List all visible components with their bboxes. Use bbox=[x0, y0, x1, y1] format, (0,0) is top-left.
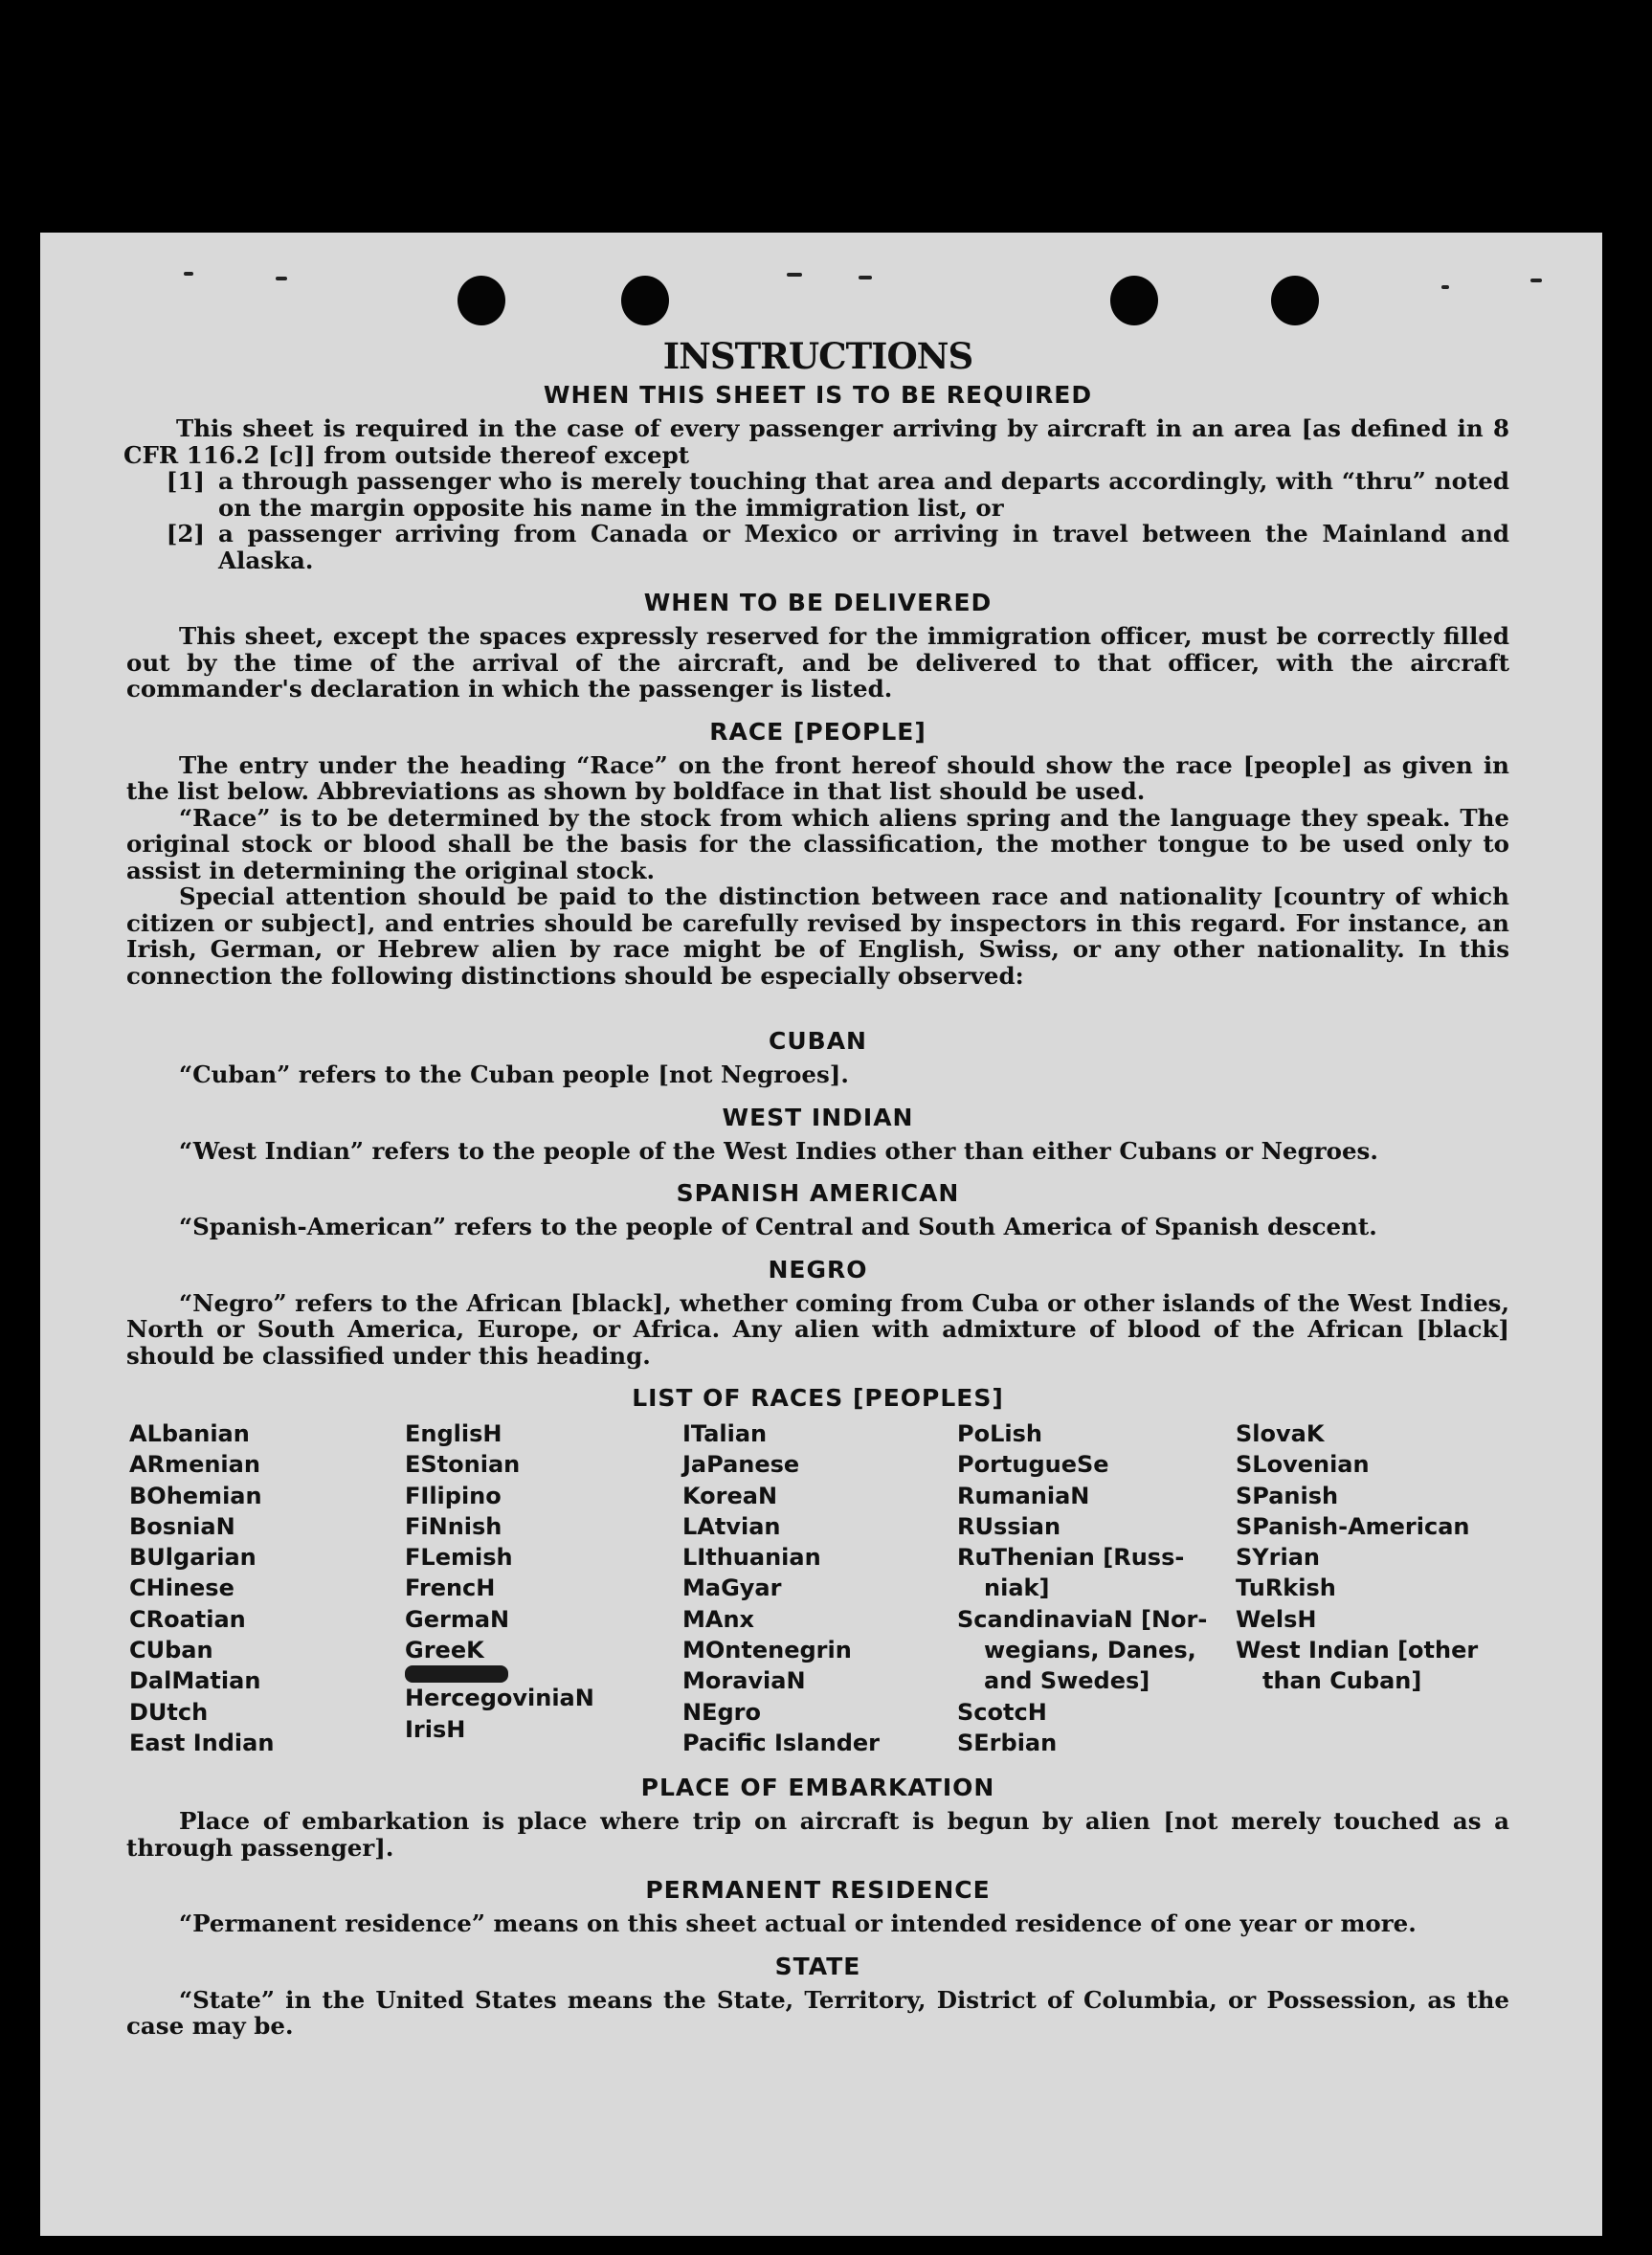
race-entry: SErbian bbox=[957, 1729, 1058, 1756]
section-heading: STATE bbox=[774, 1952, 861, 1980]
race-entry: DalMatian bbox=[129, 1667, 261, 1695]
races-column bbox=[957, 1418, 1236, 1758]
section-text: The entry under the heading “Race” on the front hereof should show the race [people] as given in the list below. Abbreviations as shown by boldface in that list should be used. bbox=[126, 750, 1509, 805]
race-entry: RumaniaN bbox=[957, 1482, 1090, 1509]
race-entry: FrencH bbox=[405, 1574, 496, 1602]
race-entry: RUssian bbox=[957, 1512, 1061, 1540]
race-entry: East Indian bbox=[129, 1729, 275, 1756]
race-entry: West Indian [other bbox=[1236, 1637, 1479, 1664]
item-text: a passenger arriving from Canada or Mexico or arriving in travel between the Mainland and Alaska. bbox=[218, 520, 1509, 574]
race-entry: SLovenian bbox=[1236, 1451, 1370, 1479]
races-column bbox=[405, 1418, 682, 1758]
race-entry: SPanish bbox=[1236, 1482, 1339, 1509]
specks bbox=[859, 276, 872, 279]
specks bbox=[787, 273, 802, 277]
race-entry: PoLish bbox=[957, 1420, 1042, 1447]
section-text: “West Indian” refers to the people of the West Indies other than either Cubans or Negroes. bbox=[179, 1136, 1378, 1165]
section-text: “State” in the United States means the State, Territory, District of Columbia, or Possession, as the case may be. bbox=[126, 1985, 1509, 2041]
punch-hole bbox=[1110, 276, 1158, 325]
list-item bbox=[126, 521, 1509, 573]
section-text: “Cuban” refers to the Cuban people [not Negroes]. bbox=[179, 1061, 849, 1088]
race-entry: ARmenian bbox=[129, 1451, 260, 1479]
races-column bbox=[1236, 1418, 1512, 1758]
race-entry: FLemish bbox=[405, 1544, 513, 1572]
item-text: a through passenger who is merely touching that area and departs accordingly, with “thru” noted on the margin opposite his name in the immigration list, or bbox=[218, 467, 1509, 522]
section-heading: PLACE OF EMBARKATION bbox=[640, 1774, 995, 1802]
document-page bbox=[40, 233, 1602, 2236]
race-entry: SlovaK bbox=[1236, 1420, 1325, 1447]
item-number: [2] bbox=[166, 520, 205, 547]
race-entry: than Cuban] bbox=[1262, 1667, 1422, 1695]
race-entry: EnglisH bbox=[405, 1420, 502, 1447]
page-title: INSTRUCTIONS bbox=[662, 335, 973, 377]
race-entry: CHinese bbox=[129, 1574, 234, 1602]
race-entry: MoraviaN bbox=[682, 1667, 806, 1695]
race-entry: TuRkish bbox=[1236, 1574, 1336, 1602]
races-table bbox=[129, 1418, 1509, 1758]
race-entry: BOhemian bbox=[129, 1482, 262, 1509]
race-entry: ScandinaviaN [Nor- bbox=[957, 1605, 1208, 1633]
specks bbox=[276, 277, 287, 280]
specks bbox=[184, 272, 193, 276]
section-text: “Permanent residence” means on this sheet actual or intended residence of one year or more. bbox=[179, 1909, 1417, 1938]
race-entry: CUban bbox=[129, 1637, 213, 1664]
specks bbox=[1441, 285, 1449, 289]
race-entry: DUtch bbox=[129, 1698, 209, 1726]
race-entry: JaPanese bbox=[682, 1451, 800, 1479]
section-text: “Race” is to be determined by the stock from which aliens spring and the language they speak. The original stock or blood shall be the basis for the classification, the mother tongue to be used only to assist in determining the original stock. bbox=[126, 803, 1509, 884]
list-item bbox=[126, 468, 1509, 521]
race-entry: ALbanian bbox=[129, 1420, 250, 1447]
section-text: “Spanish-American” refers to the people of Central and South America of Spanish descent. bbox=[179, 1213, 1377, 1240]
races-column bbox=[682, 1418, 957, 1758]
instructions-body bbox=[123, 335, 1509, 2041]
punch-hole bbox=[458, 276, 505, 325]
race-entry: MOntenegrin bbox=[682, 1637, 852, 1664]
race-entry: GreeK bbox=[405, 1637, 484, 1664]
race-entry: Pacific Islander bbox=[682, 1729, 880, 1756]
race-entry: ScotcH bbox=[957, 1698, 1047, 1726]
punch-hole bbox=[621, 276, 669, 325]
section-heading: LIST OF RACES [PEOPLES] bbox=[632, 1384, 1004, 1412]
section-heading: SPANISH AMERICAN bbox=[676, 1179, 960, 1207]
race-entry: NEgro bbox=[682, 1698, 761, 1726]
race-entry: wegians, Danes, bbox=[984, 1637, 1196, 1664]
specks bbox=[1530, 279, 1542, 282]
section-heading: WEST INDIAN bbox=[722, 1103, 914, 1131]
section-text: Place of embarkation is place where trip on aircraft is begun by alien [not merely touched as a through passenger]. bbox=[126, 1807, 1509, 1862]
race-entry: CRoatian bbox=[129, 1605, 246, 1633]
section-text: “Negro” refers to the African [black], whether coming from Cuba or other islands of the West Indies, North or South America, Europe, or Africa. Any alien with admixture of blood of the African [black] should be classified under this heading. bbox=[126, 1288, 1509, 1370]
race-entry: HercegoviniaN bbox=[405, 1685, 594, 1712]
race-entry: SYrian bbox=[1236, 1544, 1321, 1572]
race-entry: RuThenian [Russ- bbox=[957, 1544, 1185, 1572]
race-entry: MaGyar bbox=[682, 1574, 782, 1602]
race-entry: GermaN bbox=[405, 1605, 510, 1633]
section-heading: WHEN THIS SHEET IS TO BE REQUIRED bbox=[543, 381, 1093, 409]
race-entry: and Swedes] bbox=[984, 1667, 1150, 1695]
section-heading: PERMANENT RESIDENCE bbox=[645, 1876, 991, 1905]
race-entry: FIlipino bbox=[405, 1482, 502, 1509]
item-number: [1] bbox=[166, 467, 205, 495]
race-entry: ITalian bbox=[682, 1420, 768, 1447]
race-entry: FiNnish bbox=[405, 1512, 502, 1540]
race-entry: LAtvian bbox=[682, 1512, 781, 1540]
race-entry: MAnx bbox=[682, 1605, 755, 1633]
race-entry: WelsH bbox=[1236, 1605, 1317, 1633]
punch-hole bbox=[1271, 276, 1319, 325]
section-heading: WHEN TO BE DELIVERED bbox=[643, 589, 993, 616]
race-entry: BUlgarian bbox=[129, 1544, 257, 1572]
race-entry: LIthuanian bbox=[682, 1544, 821, 1572]
redacted-entry bbox=[405, 1665, 682, 1683]
race-entry: KoreaN bbox=[682, 1482, 778, 1509]
section-text: This sheet, except the spaces expressly reserved for the immigration officer, must be correctly filled out by the time of the arrival of the aircraft, and be delivered to that officer, with the aircraft commander's declaration in which the passenger is listed. bbox=[126, 622, 1509, 703]
race-entry: niak] bbox=[984, 1574, 1050, 1602]
section-heading: NEGRO bbox=[768, 1255, 868, 1284]
section-text: This sheet is required in the case of every passenger arriving by aircraft in an area [as defined in 8 CFR 116.2 [c]] from outside thereof except bbox=[123, 414, 1509, 469]
race-entry: EStonian bbox=[405, 1451, 521, 1479]
race-entry: IrisH bbox=[405, 1715, 466, 1743]
race-entry: SPanish-American bbox=[1236, 1512, 1470, 1540]
race-entry: PortugueSe bbox=[957, 1451, 1109, 1479]
section-heading: RACE [PEOPLE] bbox=[709, 717, 926, 746]
ink-smudge bbox=[405, 1665, 508, 1683]
section-text: Special attention should be paid to the distinction between race and nationality [country of which citizen or subject], and entries should be carefully revised by inspectors in this regard. For instance, an Irish, German, or Hebrew alien by race might be of English, Swiss, or any other nationality. In this connection the following distinctions should be especially observed: bbox=[126, 882, 1509, 990]
race-entry: BosniaN bbox=[129, 1512, 235, 1540]
section-heading: CUBAN bbox=[769, 1027, 867, 1055]
races-column bbox=[129, 1418, 405, 1758]
